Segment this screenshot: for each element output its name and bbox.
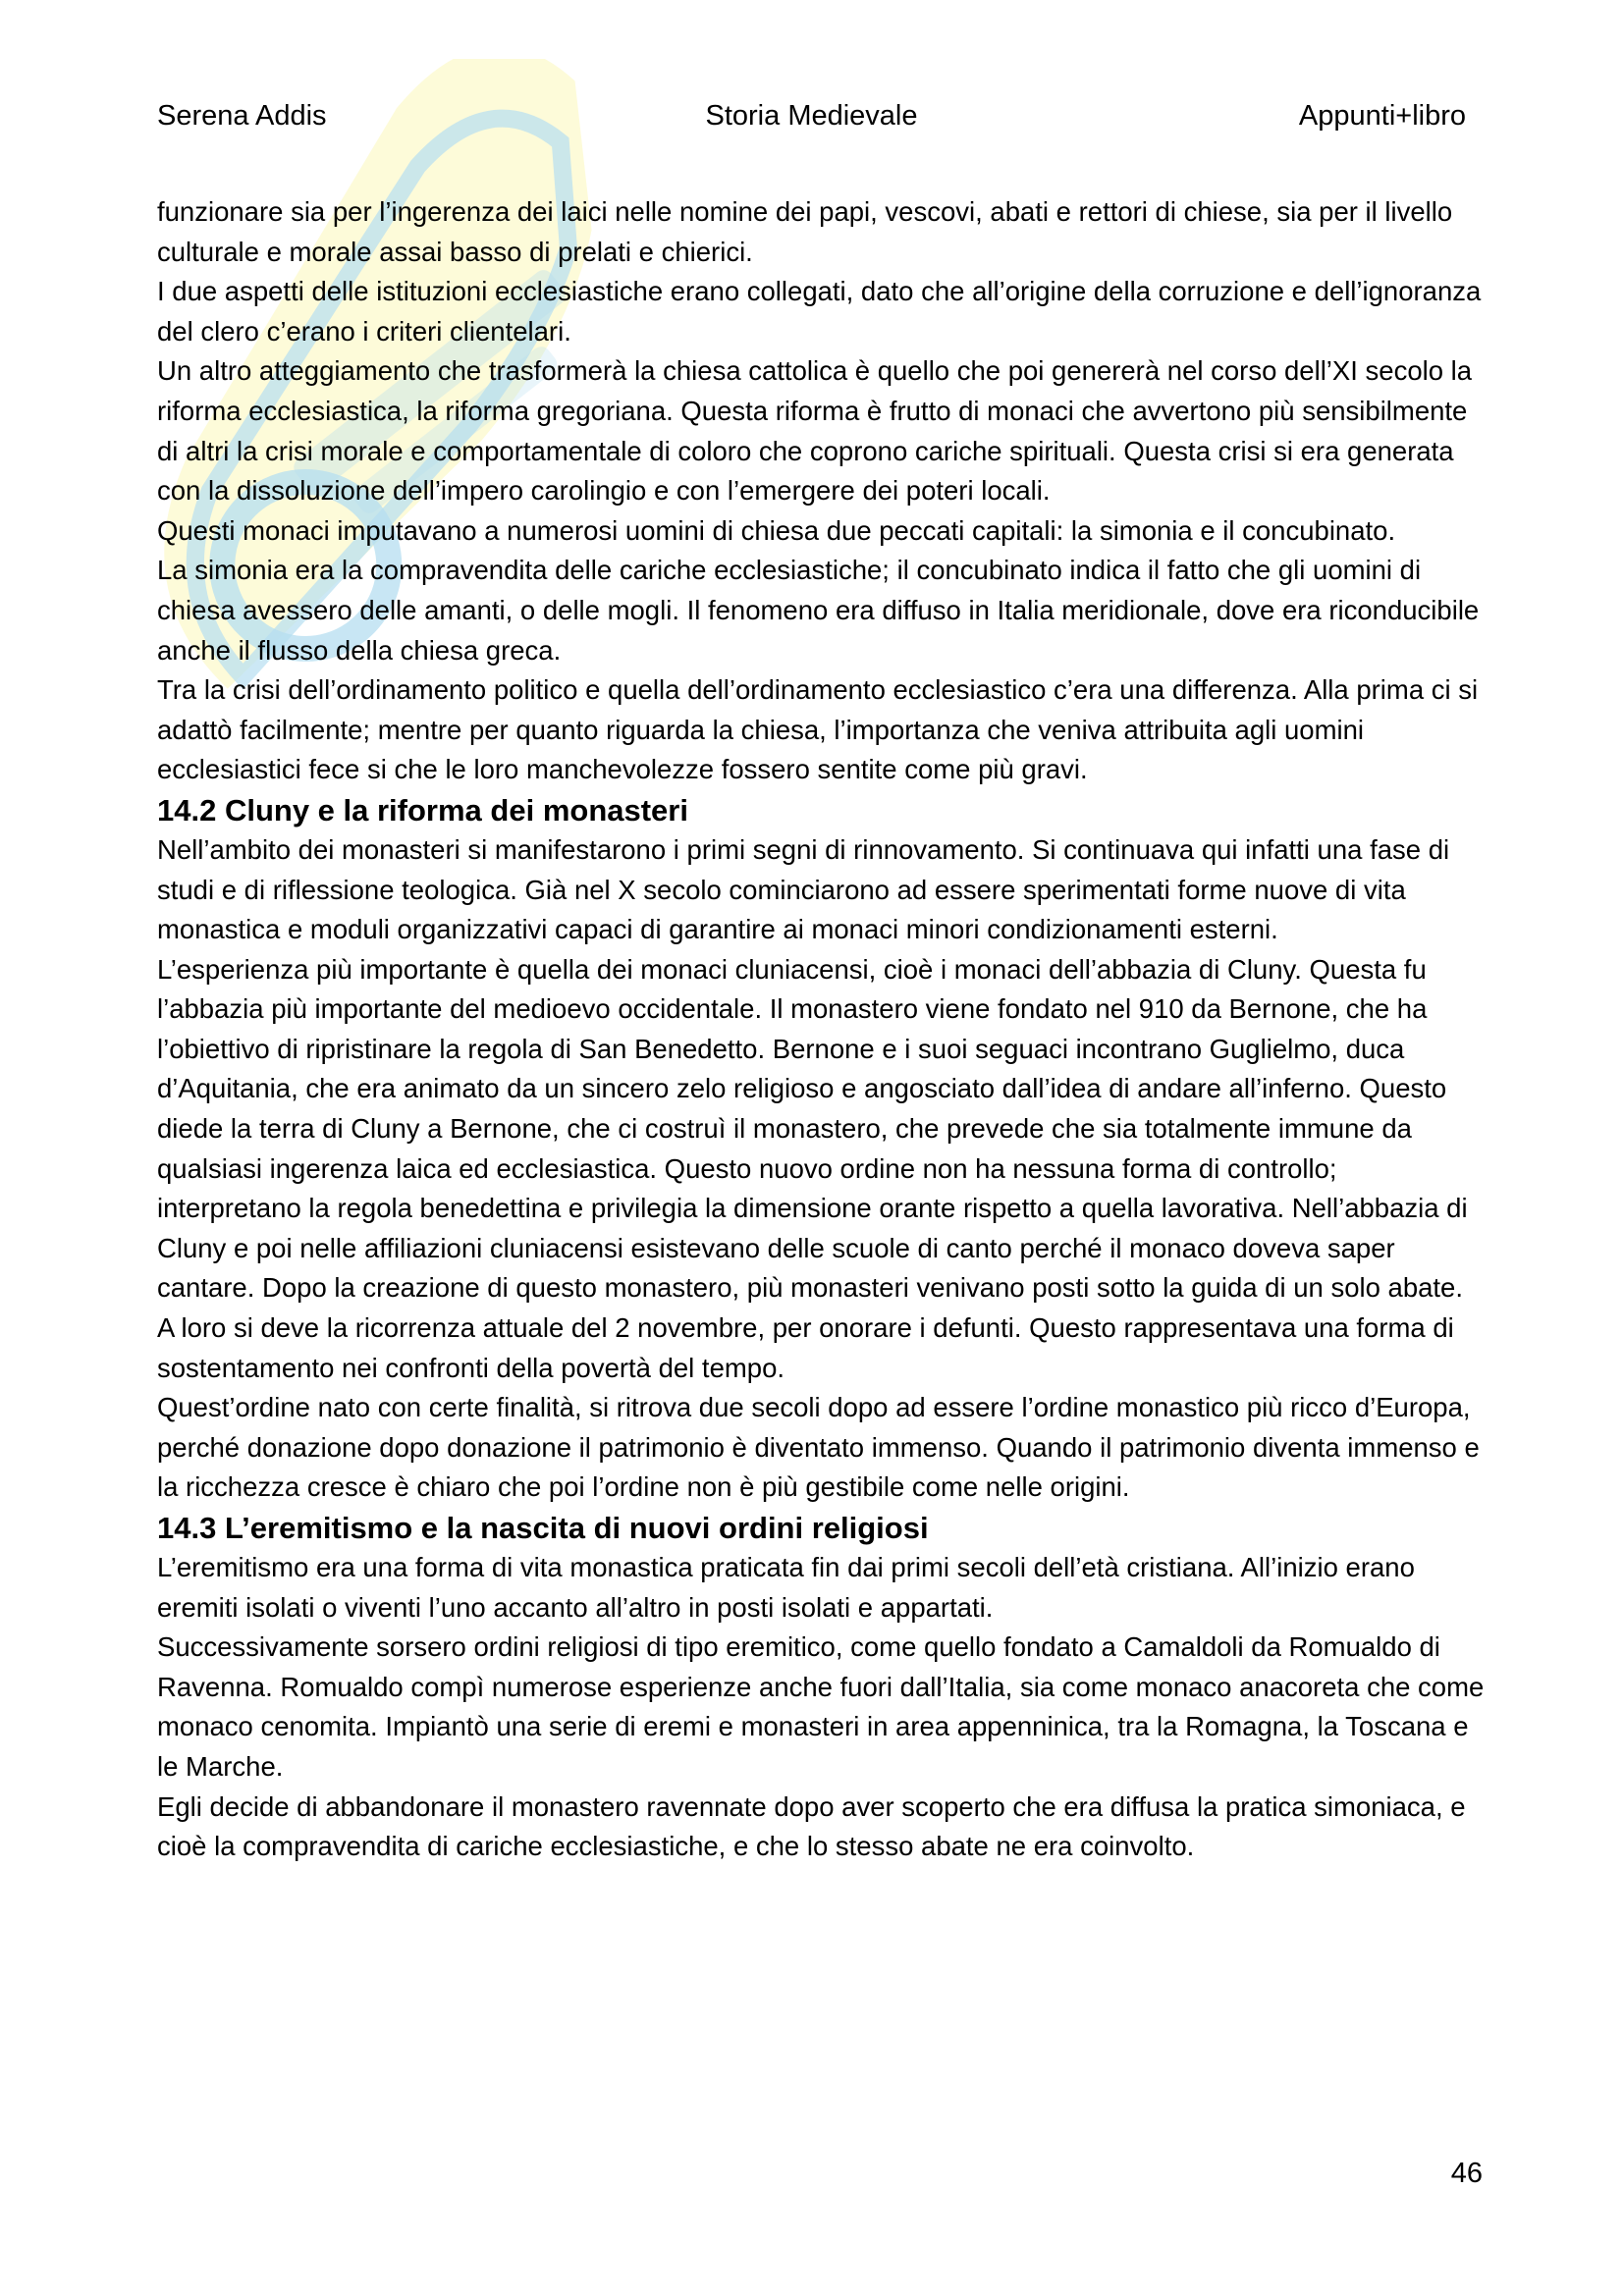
paragraph: Tra la crisi dell’ordinamento politico e quella dell’ordinamento ecclesiastico c’era una differenza. Alla prima ci si adattò facilmente; mentre per quanto riguarda la chiesa, l’importanza che veniva attribuita agli uomini ecclesiastici fece si che le loro manchevolezze fossero sentite come più gravi. xyxy=(157,674,1479,785)
paragraph: Quest’ordine nato con certe finalità, si ritrova due secoli dopo ad essere l’ordine monastico più ricco d’Europa, perché donazione dopo donazione il patrimonio è diventato immenso. Quando il patrimonio diventa immenso e la ricchezza cresce è chiaro che poi l’ordine non è più gestibile come nelle origini. xyxy=(157,1392,1480,1503)
page-header xyxy=(157,96,1466,135)
paragraph: L’eremitismo era una forma di vita monastica praticata fin dai primi secoli dell’età cristiana. All’inizio erano eremiti isolati o viventi l’uno accanto all’altro in posti isolati e appartati. xyxy=(157,1552,1415,1623)
header-source: Appunti+libro xyxy=(1298,100,1466,132)
paragraph: Nell’ambito dei monasteri si manifestarono i primi segni di rinnovamento. Si continuava qui infatti una fase di studi e di riflessione teologica. Già nel X secolo cominciarono ad essere sperimentati forme nuove di vita monastica e moduli organizzativi capaci di garantire ai monaci minori condizionamenti esterni. xyxy=(157,833,1450,945)
section-heading-cluny: 14.2 Cluny e la riforma dei monasteri xyxy=(157,792,688,828)
header-author: Serena Addis xyxy=(157,100,327,132)
paragraph: Egli decide di abbandonare il monastero ravennate dopo aver scoperto che era diffusa la pratica simoniaca, e cioè la compravendita di cariche ecclesiastiche, e che lo stesso abate ne era coinvolto. xyxy=(157,1790,1466,1862)
paragraph: Successivamente sorsero ordini religiosi di tipo eremitico, come quello fondato a Camaldoli da Romualdo di Ravenna. Romualdo compì numerose esperienze anche fuori dall’Italia, sia come monaco anacoreta che come monaco cenomita. Impiantò una serie di eremi e monasteri in area appenninica, tra la Romagna, la Toscana e le Marche. xyxy=(157,1631,1485,1782)
paragraph: L’esperienza più importante è quella dei monaci cluniacensi, cioè i monaci dell’abbazia di Cluny. Questa fu l’abbazia più importante del medioevo occidentale. Il monastero viene fondato nel 910 da Bernone, che ha l’obiettivo di ripristinare la regola di San Benedetto. Bernone e i suoi seguaci incontrano Guglielmo, duca d’Aquitania, che era animato da un sincero zelo religioso e angosciato dall’idea di andare all’inferno. Questo diede la terra di Cluny a Bernone, che ci costruì il monastero, che prevede che sia totalmente immune da qualsiasi ingerenza laica ed ecclesiastica. Questo nuovo ordine non ha nessuna forma di controllo; interpretano la regola benedettina e privilegia la dimensione orante rispetto a quella lavorativa. Nell’abbazia di Cluny e poi nelle affiliazioni cluniacensi esistevano delle scuole di canto perché il monaco doveva saper cantare. Dopo la creazione di questo monastero, più monasteri venivano posti sotto la guida di un solo abate. A loro si deve la ricorrenza attuale del 2 novembre, per onorare i defunti. Questo rappresentava una forma di sostentamento nei confronti della povertà del tempo. xyxy=(157,953,1468,1383)
paragraph: Un altro atteggiamento che trasformerà la chiesa cattolica è quello che poi genererà nel corso dell’XI secolo la riforma ecclesiastica, la riforma gregoriana. Questa riforma è frutto di monaci che avvertono più sensibilmente di altri la crisi morale e comportamentale di coloro che coprono cariche spirituali. Questa crisi si era generata con la dissoluzione dell’impero carolingio e con l’emergere dei poteri locali. xyxy=(157,355,1473,507)
document-body xyxy=(157,192,1485,1867)
header-course: Storia Medievale xyxy=(705,100,918,132)
paragraph: Questi monaci imputavano a numerosi uomini di chiesa due peccati capitali: la simonia e il concubinato. xyxy=(157,514,1396,546)
paragraph: I due aspetti delle istituzioni ecclesiastiche erano collegati, dato che all’origine della corruzione e dell’ignoranza del clero c’erano i criteri clientelari. xyxy=(157,276,1482,347)
paragraph: La simonia era la compravendita delle cariche ecclesiastiche; il concubinato indica il fatto che gli uomini di chiesa avessero delle amanti, o delle mogli. Il fenomeno era diffuso in Italia meridionale, dove era riconducibile anche il flusso della chiesa greca. xyxy=(157,555,1480,666)
page-number: 46 xyxy=(1450,2158,1483,2189)
paragraph: funzionare sia per l’ingerenza dei laici nelle nomine dei papi, vescovi, abati e rettori di chiese, sia per il livello culturale e morale assai basso di prelati e chierici. xyxy=(157,196,1453,267)
section-heading-eremitismo: 14.3 L’eremitismo e la nascita di nuovi ordini religiosi xyxy=(157,1511,929,1545)
